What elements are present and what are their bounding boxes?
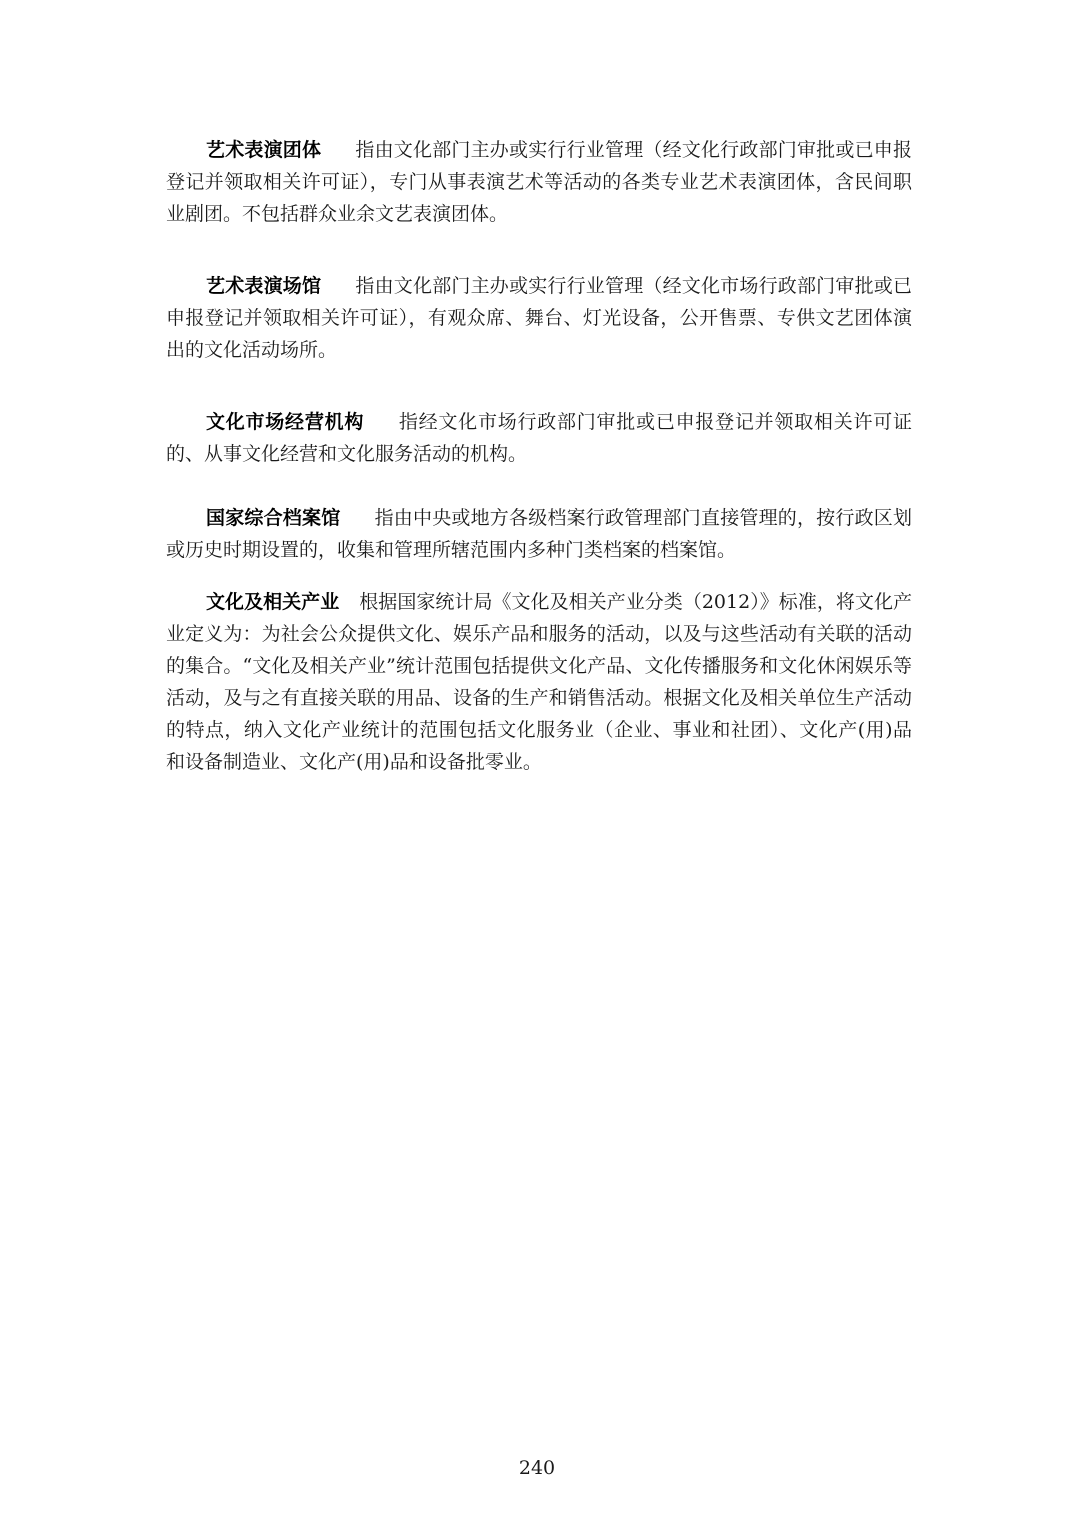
- glossary-entry-performance-venues: [166, 270, 912, 366]
- entry-term: 国家综合档案馆: [206, 507, 341, 529]
- page-number: 240: [518, 1457, 556, 1479]
- entry-definition: 指由中央或地方各级档案行政管理部门直接管理的，按行政区划或历史时期设置的，收集和管理所辖范围内多种门类档案的档案馆。: [166, 507, 912, 561]
- glossary-entry-cultural-industries: [166, 586, 912, 778]
- entry-definition: 根据国家统计局《文化及相关产业分类（2012）》标准，将文化产业定义为：为社会公众提供文化、娱乐产品和服务的活动，以及与这些活动有关联的活动的集合。“文化及相关产业”统计范围包括提供文化产品、文化传播服务和文化休闲娱乐等活动，及与之有直接关联的用品、设备的生产和销售活动。根据文化及相关单位生产活动的特点，纳入文化产业统计的范围包括文化服务业（企业、事业和社团）、文化产(用)品和设备制造业、文化产(用)品和设备批零业。: [166, 591, 912, 773]
- glossary-entry-art-troupes: [166, 134, 912, 230]
- entry-term: 文化市场经营机构: [206, 411, 365, 433]
- entry-definition: 指由文化部门主办或实行行业管理（经文化行政部门审批或已申报登记并领取相关许可证），专门从事表演艺术等活动的各类专业艺术表演团体，含民间职业剧团。不包括群众业余文艺表演团体。: [166, 139, 912, 225]
- entry-definition: 指由文化部门主办或实行行业管理（经文化市场行政部门审批或已申报登记并领取相关许可证），有观众席、舞台、灯光设备，公开售票、专供文艺团体演出的文化活动场所。: [166, 275, 912, 361]
- entry-definition: 指经文化市场行政部门审批或已申报登记并领取相关许可证的、从事文化经营和文化服务活动的机构。: [166, 411, 912, 465]
- entry-term: 艺术表演场馆: [206, 275, 322, 297]
- glossary-entry-national-archives: [166, 502, 912, 566]
- glossary-entry-cultural-market-operators: [166, 406, 912, 470]
- entry-term: 艺术表演团体: [206, 139, 322, 161]
- entry-term: 文化及相关产业: [206, 591, 340, 613]
